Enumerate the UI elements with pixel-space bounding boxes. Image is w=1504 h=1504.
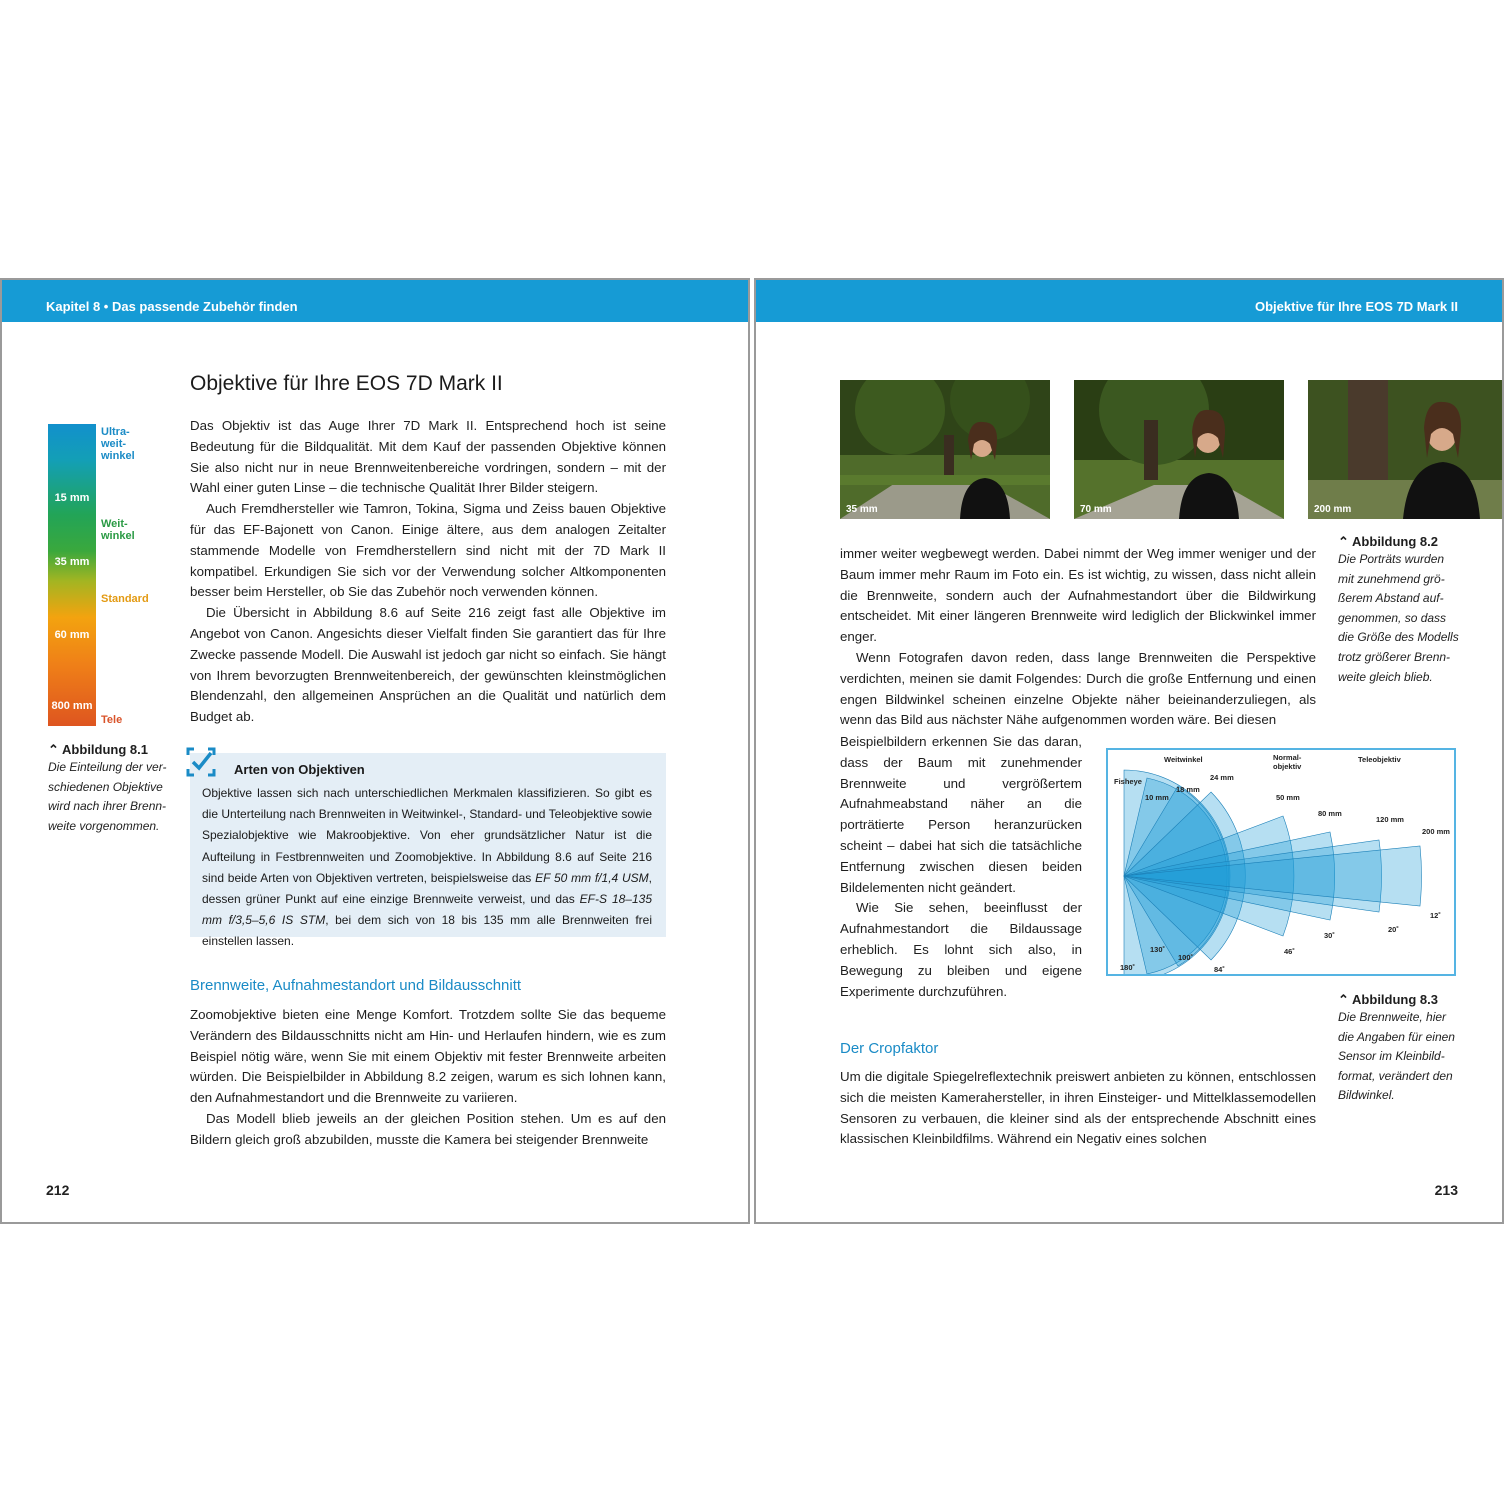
diagram-angle-label: 30˚	[1324, 931, 1335, 940]
portrait-photo-35mm	[840, 380, 1050, 519]
header-title: Objektive für Ihre EOS 7D Mark II	[1254, 299, 1458, 314]
checkbox-tip-icon	[186, 747, 218, 777]
diagram-focal-label: 18 mm	[1176, 785, 1200, 794]
paragraph: Wie Sie sehen, beeinflusst der Aufnahmestandort die Bildaussage erheblich. Es lohnt sich also, in Bewegung zu bleiben und eigene Experimente durchzuführen.	[840, 900, 1082, 999]
paragraph: Das Modell blieb jeweils an der gleichen Position stehen. Um es auf den Bildern gleich groß abzubilden, musste die Kamera bei steigender Brennweite	[190, 1110, 666, 1147]
diagram-angle-label: 130˚	[1150, 945, 1166, 954]
scale-side-weitwinkel: Weit- winkel	[101, 518, 135, 542]
diagram-category-label: Normal-	[1273, 753, 1302, 762]
diagram-focal-label: 120 mm	[1376, 815, 1404, 824]
body-text	[840, 544, 1316, 731]
diagram-focal-label: 50 mm	[1276, 793, 1300, 802]
portrait-photo-70mm	[1074, 380, 1284, 519]
caret-up-icon: ⌃	[1338, 992, 1349, 1007]
running-header	[2, 280, 748, 322]
scale-label-800mm: 800 mm	[51, 700, 93, 712]
figure-caption-8-3: ⌃ Abbildung 8.3 Die Brennweite, hier die Angaben für einen Sensor im Kleinbild- format, verändert den Bildwinkel.	[1338, 992, 1455, 1103]
tip-text: Objektive lassen sich nach unterschiedlichen Merkmalen klassifizieren. So gibt es die Unterteilung nach Brennweiten in Weitwinkel-, Standard- und Teleobjektive sowie Spezialobjektive wie Makroobjektive. Von eher grundsätzlicher Natur ist die Aufteilung in Festbrennweiten und Zoomobjektive. In Abbildung 8.6 auf Seite 216 sind beide Arten von Objektiven vertreten, beispielsweise das EF 50 mm f/1,4 USM, dessen grüner Punkt auf eine einzige Brennweite verweist, und das EF-S 18–135 mm f/3,5–5,6 IS STM, bei dem sich von 18 bis 135 mm alle Brennweiten frei einstellen lassen.	[202, 786, 652, 949]
focal-length-scale	[48, 424, 96, 726]
intro-text	[190, 416, 666, 728]
tip-title: Arten von Objektiven	[234, 762, 365, 777]
figure-caption-8-2: ⌃ Abbildung 8.2 Die Porträts wurden mit zunehmend grö- ßerem Abstand auf- genommen, so dass die Größe des Modells trotz größerer Brenn- weite gleich blieb.	[1338, 534, 1459, 684]
left-page	[0, 278, 750, 1224]
body-text-narrow	[840, 732, 1082, 1002]
photo-label: 35 mm	[846, 504, 878, 515]
paragraph: immer weiter wegbewegt werden. Dabei nimmt der Weg immer weniger und der Baum immer mehr Raum im Foto ein. Es ist wichtig, zu wissen, dass nicht allein die Brennweite, sondern auch der Aufnahmestandort über die Bildwirkung entscheidet. Mit einer längeren Brennweite wird lediglich der Blickwinkel immer enger.	[840, 546, 1316, 645]
caret-up-icon: ⌃	[48, 742, 59, 757]
scale-side-tele: Tele	[101, 714, 123, 726]
paragraph: Um die digitale Spiegelreflextechnik preiswert anbieten zu können, entschlossen sich die meisten Kamerahersteller, in ihren Einsteiger- und Mittelklassemodellen Sensoren zu verbauen, die kleiner sind als der entsprechende Abschnitt eines klassischen Kleinbildfilms. Während ein Negativ eines solchen	[840, 1069, 1316, 1147]
diagram-category-label: Weitwinkel	[1164, 755, 1203, 764]
diagram-angle-label: 20˚	[1388, 925, 1399, 934]
page-number: 213	[1434, 1182, 1458, 1198]
photo-label: 200 mm	[1314, 504, 1352, 515]
paragraph: Das Objektiv ist das Auge Ihrer 7D Mark II. Entsprechend hoch ist seine Bedeutung für die Bildqualität. Mit dem Kauf der passenden Objektive können Sie also nicht nur in neue Brennweitenbereiche vordringen, sondern – mit der Wahl einer guten Linse – die technische Qualität Ihrer Bilder steigern.	[190, 418, 666, 496]
diagram-focal-label: 200 mm	[1422, 827, 1450, 836]
section-heading: Der Cropfaktor	[840, 1040, 939, 1057]
scale-label-35mm: 35 mm	[54, 556, 90, 568]
diagram-angle-label: 84˚	[1214, 965, 1225, 974]
diagram-angle-label: 12˚	[1430, 911, 1441, 920]
right-page	[754, 278, 1504, 1224]
paragraph: Die Übersicht in Abbildung 8.6 auf Seite 216 zeigt fast alle Objektive im Angebot von Canon. Angesichts dieser Vielfalt finden Sie garantiert das für Ihre Zwecke passende Modell. Die Auswahl ist jedoch gar nicht so einfach. Sie hängt von Ihrem bevorzugten Brennweitenbereich, der gewünschten kleinstmöglichen Blendenzahl, den allgemeinen Ansprüchen an die Qualität und natürlich dem Budget ab.	[190, 605, 666, 725]
paragraph: Auch Fremdhersteller wie Tamron, Tokina, Sigma und Zeiss bauen Objektive für das EF-Bajonett von Canon. Einige ältere, aus dem analogen Zeitalter stammende Modelle von Fremdherstellern sind nicht mit der 7D Mark II kompatibel. Erkundigen Sie sich vor der Verwendung solcher Altkomponenten besser beim Hersteller, ob Sie das Zubehör noch verwenden können.	[190, 501, 666, 600]
diagram-angle-label: 100˚	[1178, 953, 1194, 962]
tip-box	[190, 753, 666, 949]
portrait-photo-200mm	[1308, 380, 1504, 519]
header-chapter: Kapitel 8 • Das passende Zubehör finden	[46, 299, 298, 314]
scale-side-ultraweitwinkel: Ultra- weit- winkel	[101, 426, 135, 462]
diagram-category-label: objektiv	[1273, 762, 1302, 771]
running-header	[756, 280, 1502, 322]
diagram-focal-label: Fisheye	[1114, 777, 1142, 786]
section-text	[190, 1005, 666, 1151]
diagram-angle-label: 46˚	[1284, 947, 1295, 956]
section-heading: Brennweite, Aufnahmestandort und Bildausschnitt	[190, 977, 522, 994]
figure-caption-8-1: ⌃ Abbildung 8.1 Die Einteilung der ver- schiedenen Objektive wird nach ihrer Brenn- weite vorgenommen.	[48, 742, 167, 833]
diagram-category-label: Teleobjektiv	[1358, 755, 1401, 764]
page-title: Objektive für Ihre EOS 7D Mark II	[190, 372, 503, 395]
paragraph: Beispielbildern erkennen Sie das daran, dass der Baum mit zunehmender Brennweite und vergrößertem Aufnahmeabstand näher an die porträtierte Person heranzurücken scheint – dabei hat sich die tatsächliche Entfernung zwischen diesen beiden Bildelementen nicht geändert.	[840, 734, 1082, 895]
diagram-focal-label: 24 mm	[1210, 773, 1234, 782]
paragraph: Wenn Fotografen davon reden, dass lange Brennweiten die Perspektive verdichten, meinen sie damit Folgendes: Durch die große Entfernung und einen engen Bildwinkel scheinen einzelne Objekte näher beieinanderzuliegen, als wenn das Bild aus nächster Nähe aufgenommen worden wäre. Bei diesen	[840, 649, 1316, 728]
photo-label: 70 mm	[1080, 504, 1112, 515]
focal-length-angle-diagram	[1106, 748, 1456, 976]
scale-label-15mm: 15 mm	[54, 492, 90, 504]
scale-label-60mm: 60 mm	[54, 629, 90, 641]
section-text	[840, 1067, 1316, 1150]
paragraph: Zoomobjektive bieten eine Menge Komfort. Trotzdem sollte Sie das bequeme Verändern des Bildausschnitts nicht am Hin- und Herlaufen hindern, wie es zum Beispiel nötig wäre, wenn Sie mit einem Objektiv mit fester Brennweite arbeiten würden. Die Beispielbilder in Abbildung 8.2 zeigen, warum es sich lohnen kann, den Aufnahmestandort und die Brennweite zu variieren.	[190, 1007, 666, 1106]
diagram-focal-label: 10 mm	[1145, 793, 1169, 802]
caret-up-icon: ⌃	[1338, 534, 1349, 549]
page-number: 212	[46, 1182, 70, 1198]
diagram-focal-label: 80 mm	[1318, 809, 1342, 818]
scale-side-standard: Standard	[101, 593, 149, 605]
diagram-angle-label: 180˚	[1120, 963, 1136, 972]
